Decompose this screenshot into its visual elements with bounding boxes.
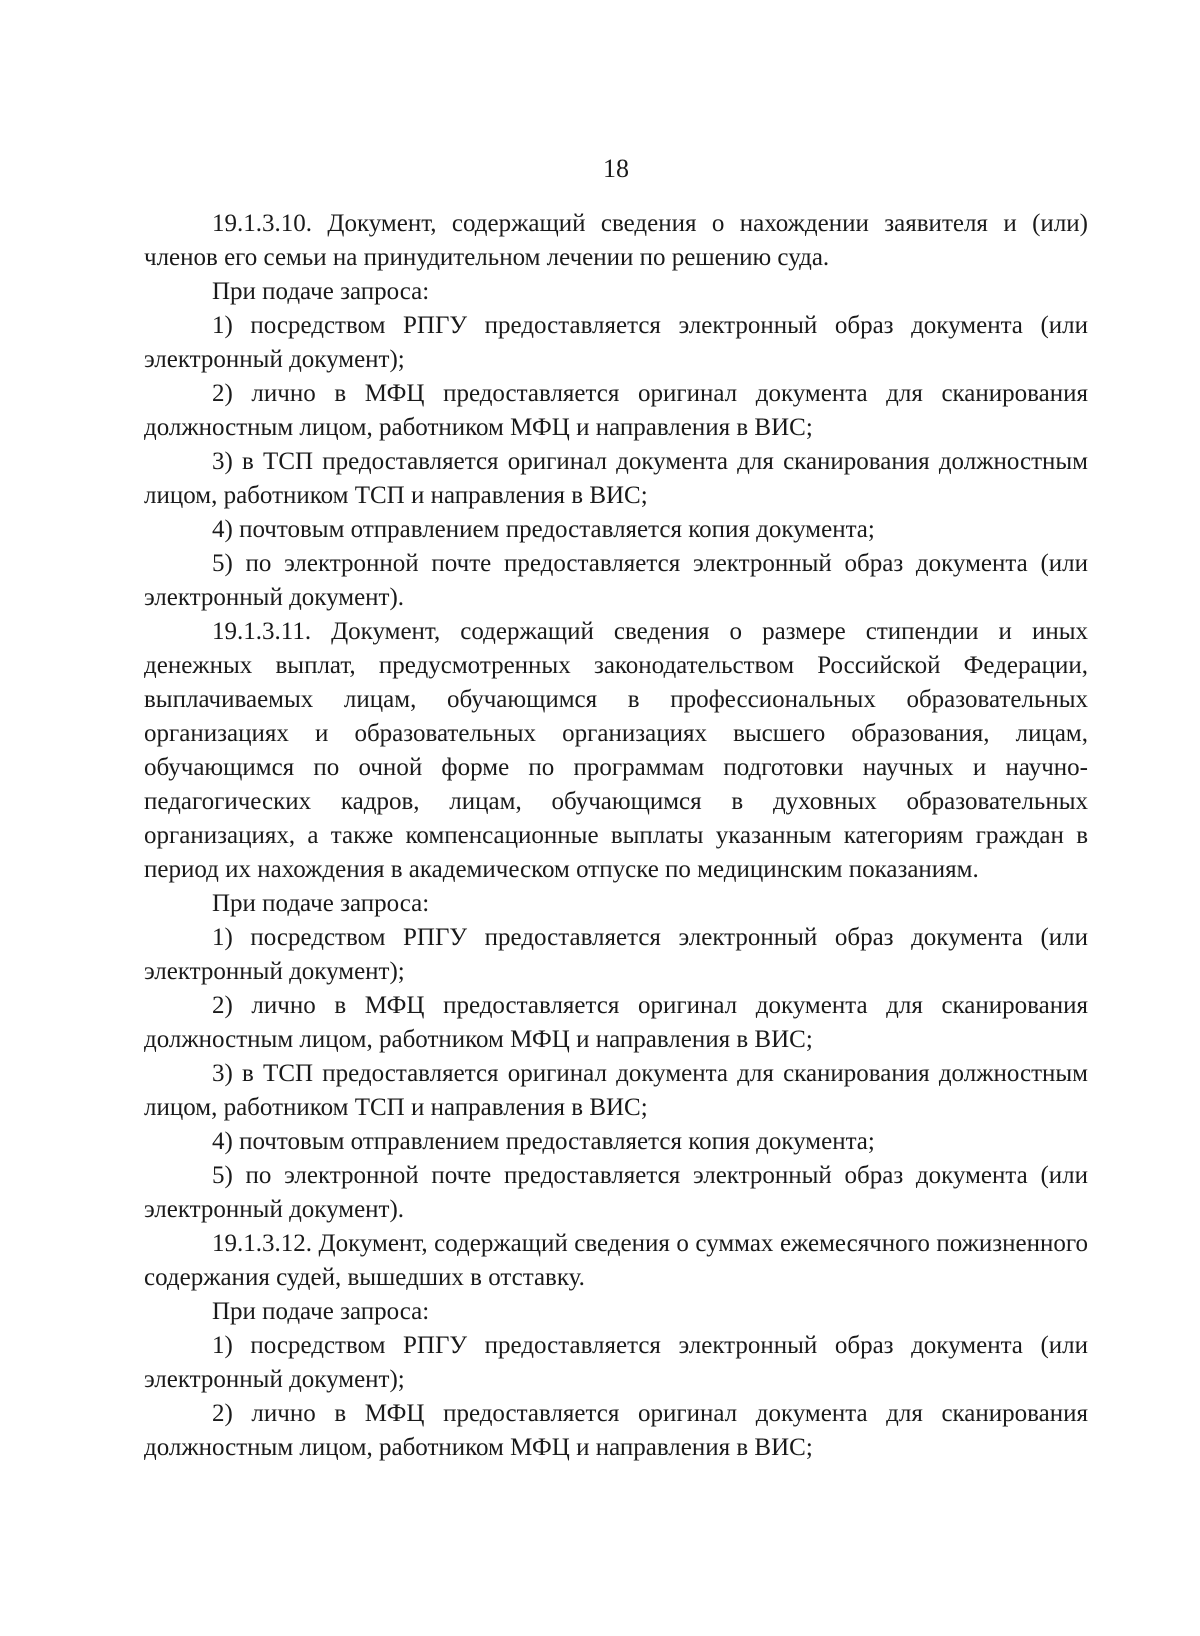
list-item: 2) лично в МФЦ предоставляется оригинал документа для сканирования должностным лицом, работником МФЦ и направления в ВИС; xyxy=(144,380,1088,441)
list-item: 3) в ТСП предоставляется оригинал документа для сканирования должностным лицом, работником ТСП и направления в ВИС; xyxy=(144,448,1088,509)
list-item: 2) лично в МФЦ предоставляется оригинал документа для сканирования должностным лицом, работником МФЦ и направления в ВИС; xyxy=(144,1400,1088,1461)
clause-19-1-3-12: 19.1.3.12. Документ, содержащий сведения о суммах ежемесячного пожизненного содержания судей, вышедших в отставку. xyxy=(144,1230,1088,1291)
document-body xyxy=(144,207,1088,1465)
submission-heading: При подаче запроса: xyxy=(212,1298,430,1325)
list-item: 2) лично в МФЦ предоставляется оригинал документа для сканирования должностным лицом, работником МФЦ и направления в ВИС; xyxy=(144,992,1088,1053)
page-number: 18 xyxy=(603,154,629,183)
list-item: 4) почтовым отправлением предоставляется копия документа; xyxy=(212,516,875,543)
list-item: 5) по электронной почте предоставляется электронный образ документа (или электронный документ). xyxy=(144,550,1088,611)
list-item: 5) по электронной почте предоставляется электронный образ документа (или электронный документ). xyxy=(144,1162,1088,1223)
clause-19-1-3-10: 19.1.3.10. Документ, содержащий сведения о нахождении заявителя и (или) членов его семьи на принудительном лечении по решению суда. xyxy=(144,210,1088,271)
submission-heading: При подаче запроса: xyxy=(212,890,430,917)
list-item: 1) посредством РПГУ предоставляется электронный образ документа (или электронный документ); xyxy=(144,312,1088,373)
list-item: 4) почтовым отправлением предоставляется копия документа; xyxy=(212,1128,875,1155)
clause-19-1-3-11: 19.1.3.11. Документ, содержащий сведения о размере стипендии и иных денежных выплат, предусмотренных законодательством Российской Федерации, выплачиваемых лицам, обучающимся в профессиональных образовательных организациях и образовательных организациях высшего образования, лицам, обучающимся по очной форме по программам подготовки научных и научно-педагогических кадров, лицам, обучающимся в духовных образовательных организациях, а также компенсационные выплаты указанным категориям граждан в период их нахождения в академическом отпуске по медицинским показаниям. xyxy=(144,618,1088,883)
list-item: 1) посредством РПГУ предоставляется электронный образ документа (или электронный документ); xyxy=(144,924,1088,985)
list-item: 1) посредством РПГУ предоставляется электронный образ документа (или электронный документ); xyxy=(144,1332,1088,1393)
list-item: 3) в ТСП предоставляется оригинал документа для сканирования должностным лицом, работником ТСП и направления в ВИС; xyxy=(144,1060,1088,1121)
submission-heading: При подаче запроса: xyxy=(212,278,430,305)
